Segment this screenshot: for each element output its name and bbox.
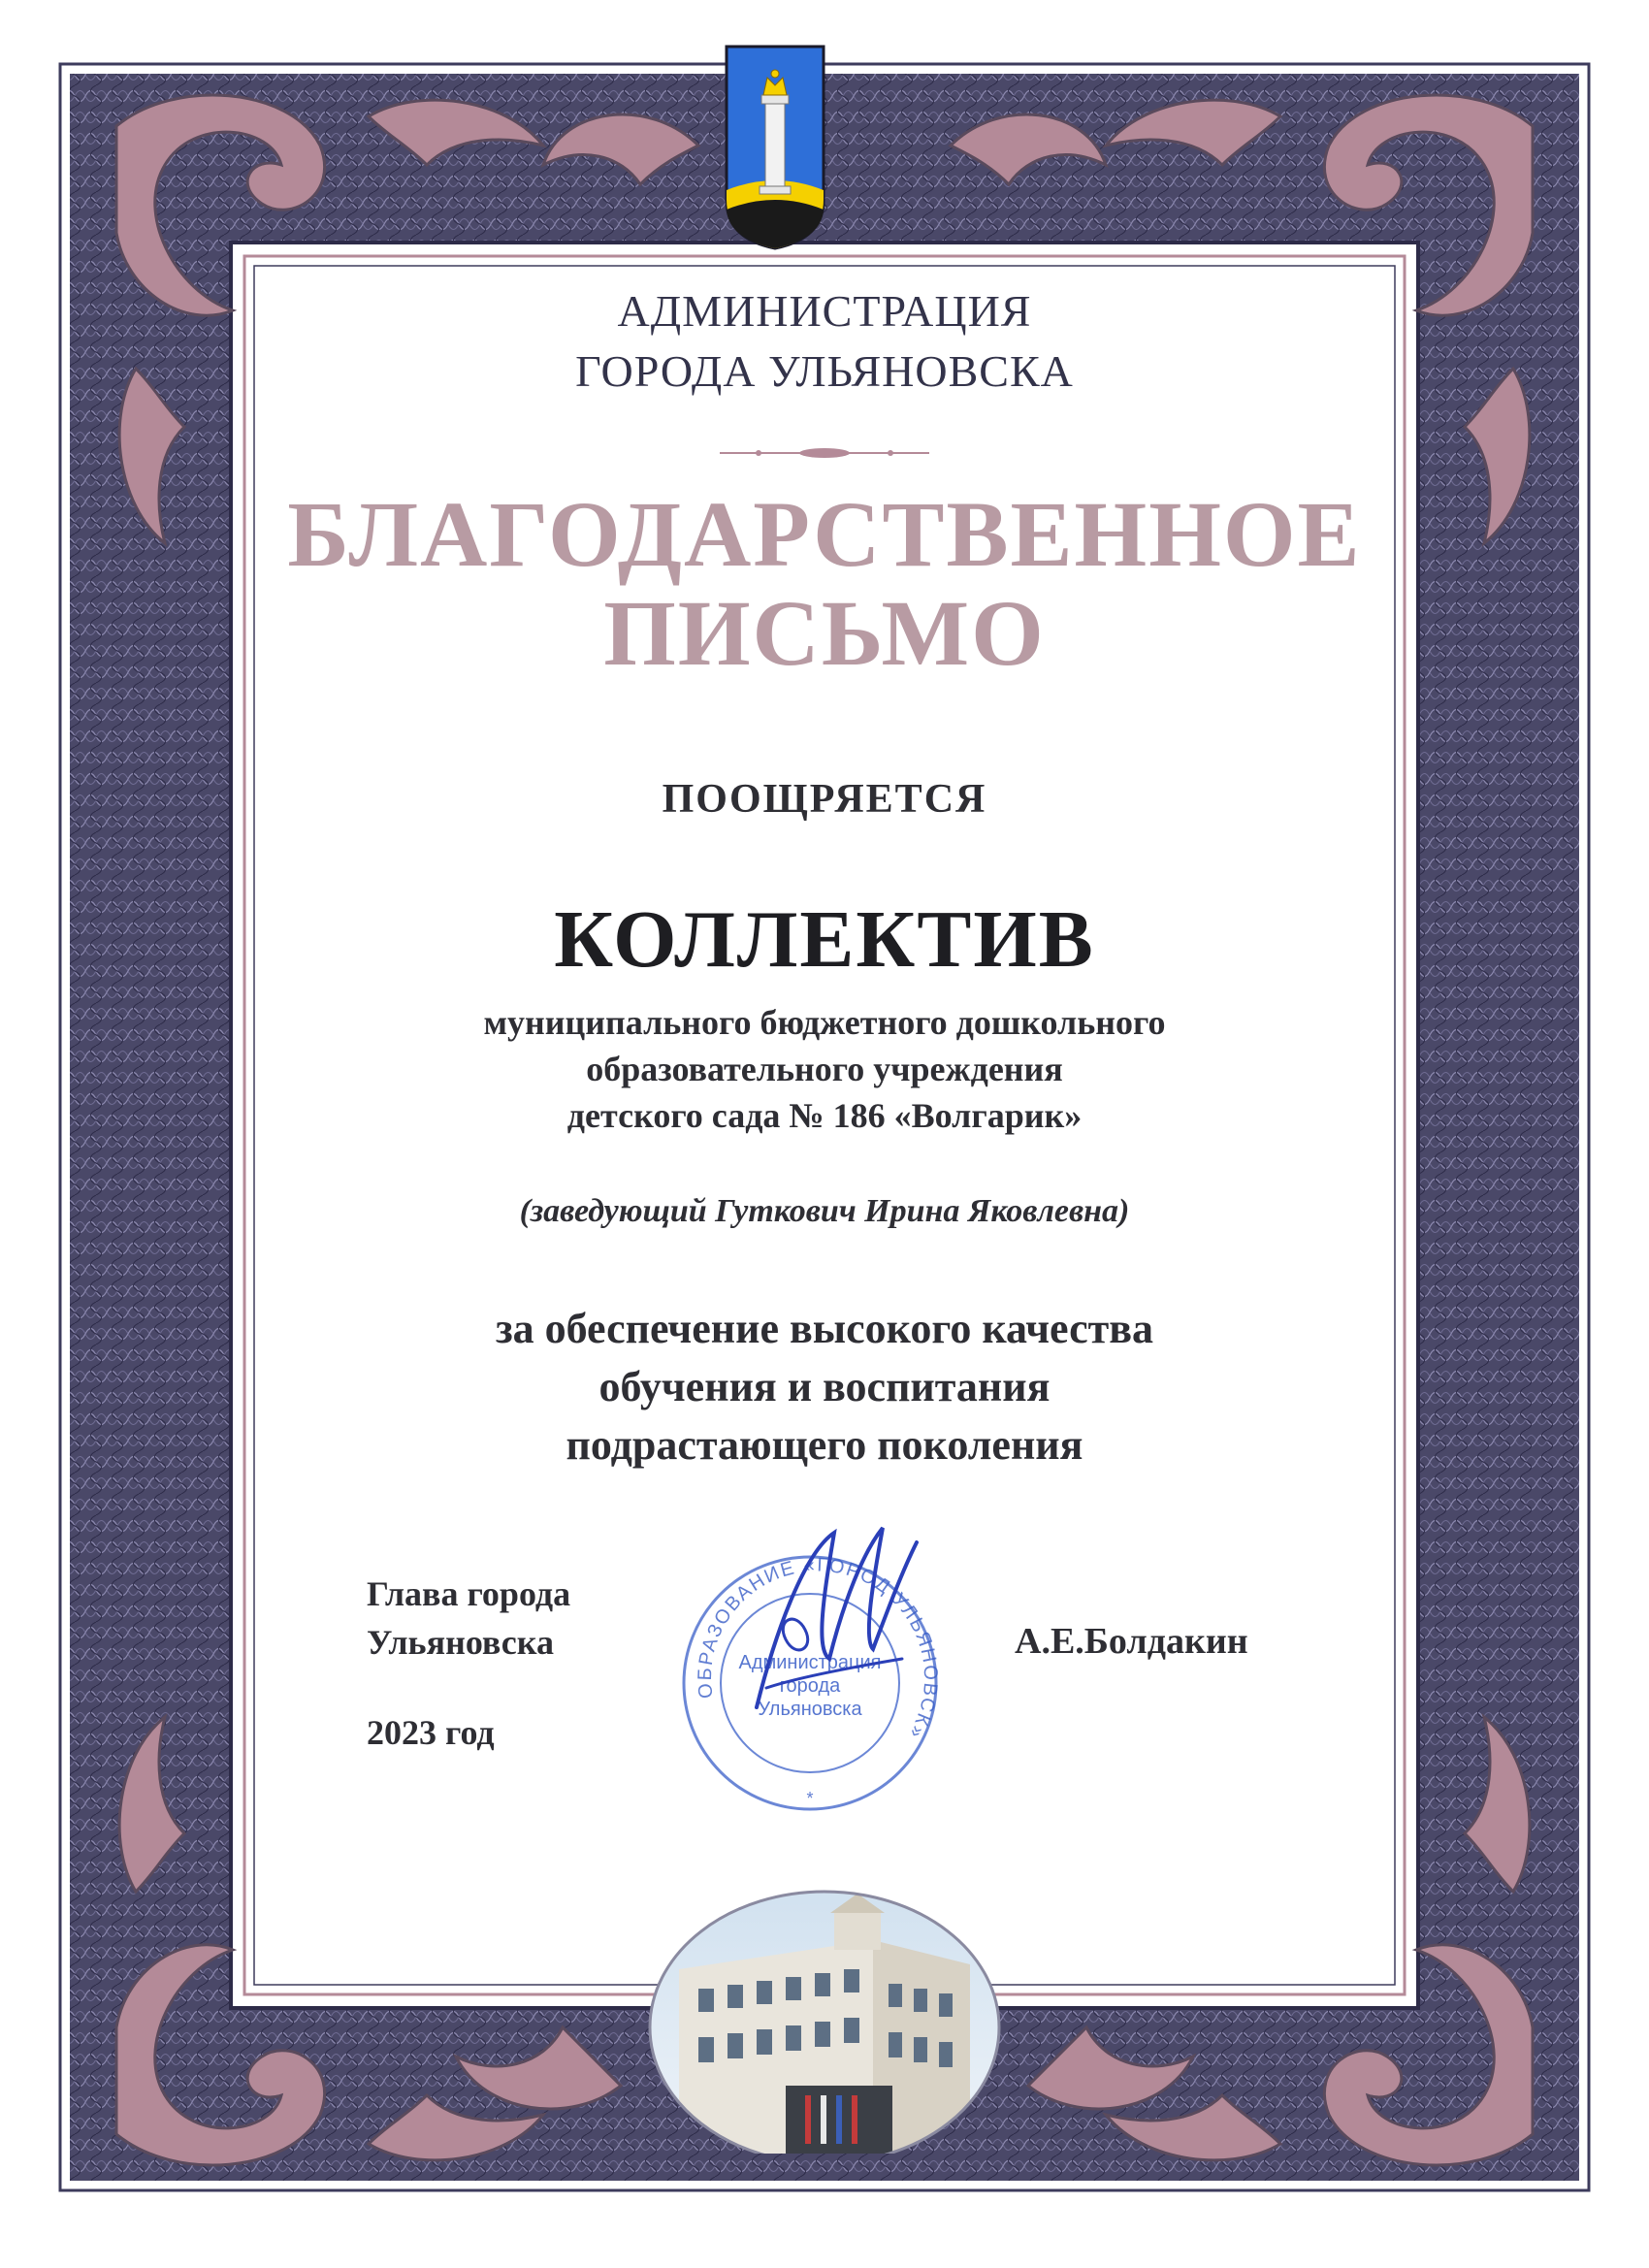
issuer-line2: ГОРОДА УЛЬЯНОВСКА <box>575 346 1074 396</box>
award-reason <box>0 1300 1649 1474</box>
recipient-desc-line1: муниципального бюджетного дошкольного <box>483 1003 1166 1042</box>
issuer-name <box>0 281 1649 402</box>
signatory-position-line1: Глава города <box>367 1574 571 1613</box>
reason-line2: обучения и воспитания <box>598 1363 1051 1410</box>
city-hall-building-image <box>640 1872 1009 2154</box>
recipient-head: (заведующий Гуткович Ирина Яковлевна) <box>519 1193 1130 1229</box>
stamp-star-icon: * <box>806 1789 814 1808</box>
reason-line1: за обеспечение высокого качества <box>495 1305 1154 1352</box>
recipient-name: КОЛЛЕКТИВ <box>554 894 1095 985</box>
recipient-desc-line3: детского сада № 186 «Волгарик» <box>566 1096 1083 1135</box>
title-line1: БЛАГОДАРСТВЕННОЕ <box>287 482 1362 586</box>
awarded-label: ПООЩРЯЕТСЯ <box>662 777 987 822</box>
title-line2: ПИСЬМО <box>603 581 1046 685</box>
stamp-inner-line1: Администрация <box>738 1652 882 1673</box>
signatory-name: А.Е.Болдакин <box>1015 1621 1248 1662</box>
issuer-line1: АДМИНИСТРАЦИЯ <box>617 286 1032 336</box>
stamp-outer-text: ОБРАЗОВАНИЕ «ГОРОД УЛЬЯНОВСК» <box>694 1554 942 1744</box>
signatory-position <box>367 1570 570 1667</box>
title-divider <box>720 446 929 460</box>
ulyanovsk-coat-of-arms <box>725 45 825 250</box>
stamp-inner-line2: города <box>779 1675 841 1697</box>
signatory-position-line2: Ульяновска <box>367 1623 554 1662</box>
document-year: 2023 год <box>367 1713 495 1752</box>
handwritten-signature <box>737 1513 931 1736</box>
reason-line3: подрастающего поколения <box>566 1421 1083 1469</box>
stamp-inner-line3: Ульяновска <box>758 1699 862 1720</box>
recipient-description <box>0 999 1649 1139</box>
document-title <box>0 482 1649 685</box>
recipient-desc-line2: образовательного учреждения <box>586 1050 1063 1088</box>
